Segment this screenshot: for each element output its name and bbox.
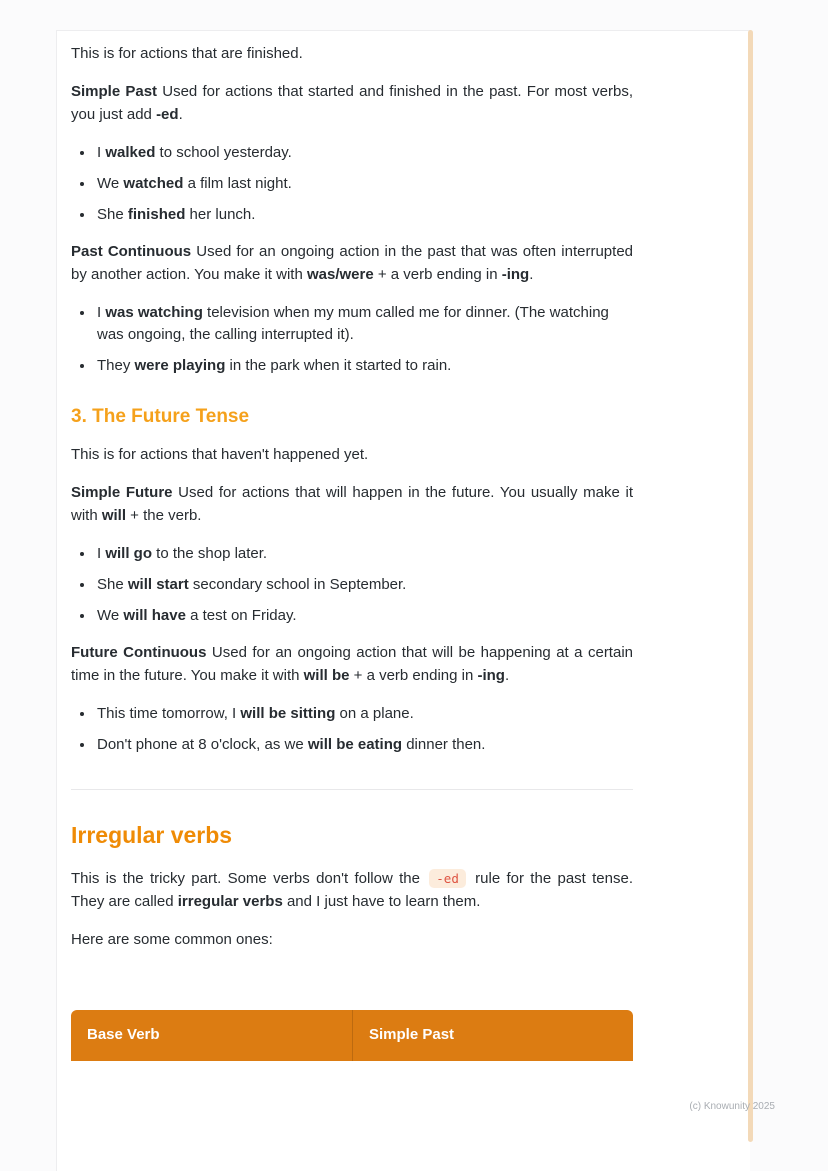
simple-past-bullet-list: [71, 142, 633, 227]
past-intro-paragraph: This is for actions that are finished.: [71, 45, 303, 62]
list-item: • They were playing in the park when it started to rain.: [95, 355, 633, 378]
irregular-verbs-table-header: [71, 1010, 633, 1061]
list-item: • She finished her lunch.: [95, 204, 633, 227]
past-continuous-bullet-list: [71, 302, 633, 379]
common-ones-paragraph: Here are some common ones:: [71, 930, 273, 948]
list-item: • Don't phone at 8 o'clock, as we will be eating dinner then.: [95, 734, 633, 757]
irregular-verbs-table: [71, 1010, 633, 1061]
list-item: • She will start secondary school in September.: [95, 574, 633, 597]
table-header-row: [71, 1010, 633, 1061]
document-card: [56, 30, 750, 1171]
irregular-verbs-paragraph: This is the tricky part. Some verbs don't follow the -ed rule for the past tense. They are called irregular verbs and I just have to learn them.: [71, 869, 633, 910]
table-header-base-verb: Base Verb: [71, 1010, 352, 1061]
section-divider: [71, 789, 633, 790]
list-item: • I was watching television when my mum called me for dinner. (The watching was ongoing, the calling interrupted it).: [95, 302, 633, 348]
future-intro-paragraph: This is for actions that haven't happened yet.: [71, 446, 369, 464]
past-continuous-paragraph: Past Continuous Used for an ongoing action in the past that was often interrupted by another action. You make it with was/were + a verb ending in -ing.: [71, 242, 633, 283]
simple-future-bullet-list: [71, 543, 633, 628]
simple-past-paragraph: Simple Past Used for actions that started and finished in the past. For most verbs, you just add -ed.: [71, 82, 633, 123]
list-item: • I will go to the shop later.: [95, 543, 633, 566]
list-item: • We watched a film last night.: [95, 173, 633, 196]
page-edge-rail: [748, 30, 753, 1142]
future-continuous-paragraph: Future Continuous Used for an ongoing action that will be happening at a certain time in the future. You make it with will be + a verb ending in -ing.: [71, 644, 633, 684]
future-continuous-bullet-list: [71, 703, 633, 757]
section-heading-future-tense: 3. The Future Tense: [71, 406, 250, 428]
document-content: [71, 43, 633, 1061]
table-header-simple-past: Simple Past: [352, 1010, 633, 1061]
section-heading-irregular-verbs: Irregular verbs: [71, 821, 233, 848]
simple-future-paragraph: Simple Future Used for actions that will happen in the future. You usually make it with will + the verb.: [71, 484, 634, 525]
list-item: • We will have a test on Friday.: [95, 605, 633, 628]
list-item: • This time tomorrow, I will be sitting on a plane.: [95, 703, 633, 726]
watermark: (c) Knowunity 2025: [689, 1101, 775, 1112]
list-item: • I walked to school yesterday.: [95, 142, 633, 165]
